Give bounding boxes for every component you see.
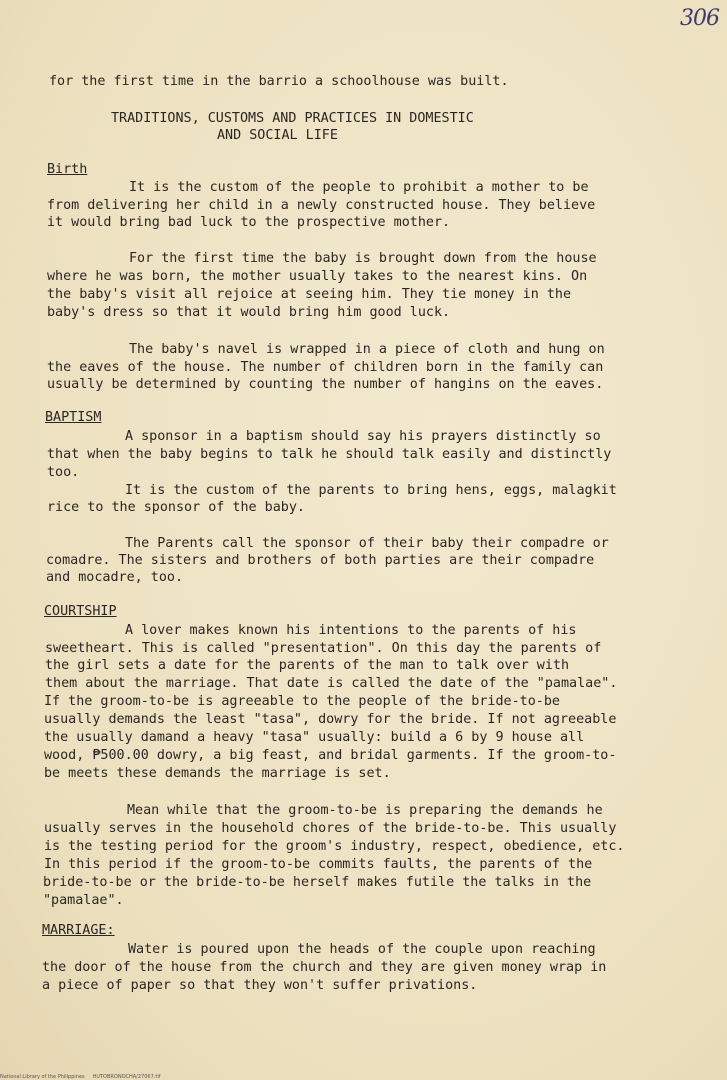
birth-p2-line: For the first time the baby is brought down from the house [129,251,597,266]
courtship-p1-line: A lover makes known his intentions to the parents of his [125,623,577,638]
birth-heading: Birth [47,162,88,177]
courtship-p1-line: usually demands the least "tasa", dowry for the bride. If not agreeable [44,712,617,727]
baptism-p1-line: too. [47,465,80,480]
courtship-p1-line: them about the marriage. That date is called the date of the "pamalae". [45,676,618,691]
birth-p3-line: the eaves of the house. The number of children born in the family can [47,360,604,375]
page-number: 306 [680,6,719,31]
birth-p2-line: the baby's visit all rejoice at seeing him. They tie money in the [47,287,572,302]
courtship-heading: COURTSHIP [44,604,117,619]
intro-line: for the first time in the barrio a schoolhouse was built. [49,74,509,89]
baptism-p3-line: and mocadre, too. [46,570,184,585]
baptism-p3-line: comadre. The sisters and brothers of both parties are their compadre [46,553,595,568]
birth-p1-line: It is the custom of the people to prohibit a mother to be [129,180,589,195]
birth-p3-line: The baby's navel is wrapped in a piece of cloth and hung on [129,342,605,357]
courtship-p1-line: the usually damand a heavy "tasa" usually: build a 6 by 9 house all [44,730,585,745]
courtship-p2-line: bride-to-be or the bride-to-be herself makes futile the talks in the [43,875,592,890]
courtship-p1-line: the girl sets a date for the parents of the man to talk over with [45,658,570,673]
birth-p1-line: it would bring bad luck to the prospective mother. [47,215,451,230]
courtship-p2-line: usually serves in the household chores of the bride-to-be. This usually [44,821,617,836]
baptism-p2-line: It is the custom of the parents to bring hens, eggs, malagkit [125,483,617,498]
marriage-heading: MARRIAGE: [42,923,115,938]
baptism-p1-line: A sponsor in a baptism should say his prayers distinctly so [125,429,601,444]
archive-footer: National Library of the Philippines HUTOBRONOCHA/27067.tif [0,1074,161,1080]
title-line-2: AND SOCIAL LIFE [217,128,338,143]
birth-p2-line: where he was born, the mother usually takes to the nearest kins. On [47,269,588,284]
baptism-p3-line: The Parents call the sponsor of their baby their compadre or [125,536,609,551]
marriage-p1-line: Water is poured upon the heads of the couple upon reaching [128,942,596,957]
title-line-1: TRADITIONS, CUSTOMS AND PRACTICES IN DOMESTIC [111,111,474,126]
birth-p3-line: usually be determined by counting the number of hangins on the eaves. [47,377,604,392]
courtship-p1-line: If the groom-to-be is agreeable to the people of the bride-to-be [44,694,560,709]
courtship-p2-line: "pamalae". [43,893,124,908]
courtship-p1-line: be meets these demands the marriage is set. [44,766,391,781]
courtship-p1-line: sweetheart. This is called "presentation". On this day the parents of [45,641,602,656]
marriage-p1-line: the door of the house from the church and they are given money wrap in [42,960,607,975]
courtship-p2-line: is the testing period for the groom's industry, respect, obedience, etc. [44,839,625,854]
birth-p1-line: from delivering her child in a newly constructed house. They believe [47,198,596,213]
courtship-p2-line: In this period if the groom-to-be commits faults, the parents of the [44,857,593,872]
courtship-p1-line: wood, ₱500.00 dowry, a big feast, and bridal garments. If the groom-to- [44,748,617,763]
baptism-p1-line: that when the baby begins to talk he should talk easily and distinctly [47,447,612,462]
baptism-p2-line: rice to the sponsor of the baby. [47,500,305,515]
marriage-p1-line: a piece of paper so that they won't suffer privations. [42,978,478,993]
baptism-heading: BAPTISM [45,410,102,425]
birth-p2-line: baby's dress so that it would bring him good luck. [47,305,451,320]
courtship-p2-line: Mean while that the groom-to-be is preparing the demands he [127,803,603,818]
